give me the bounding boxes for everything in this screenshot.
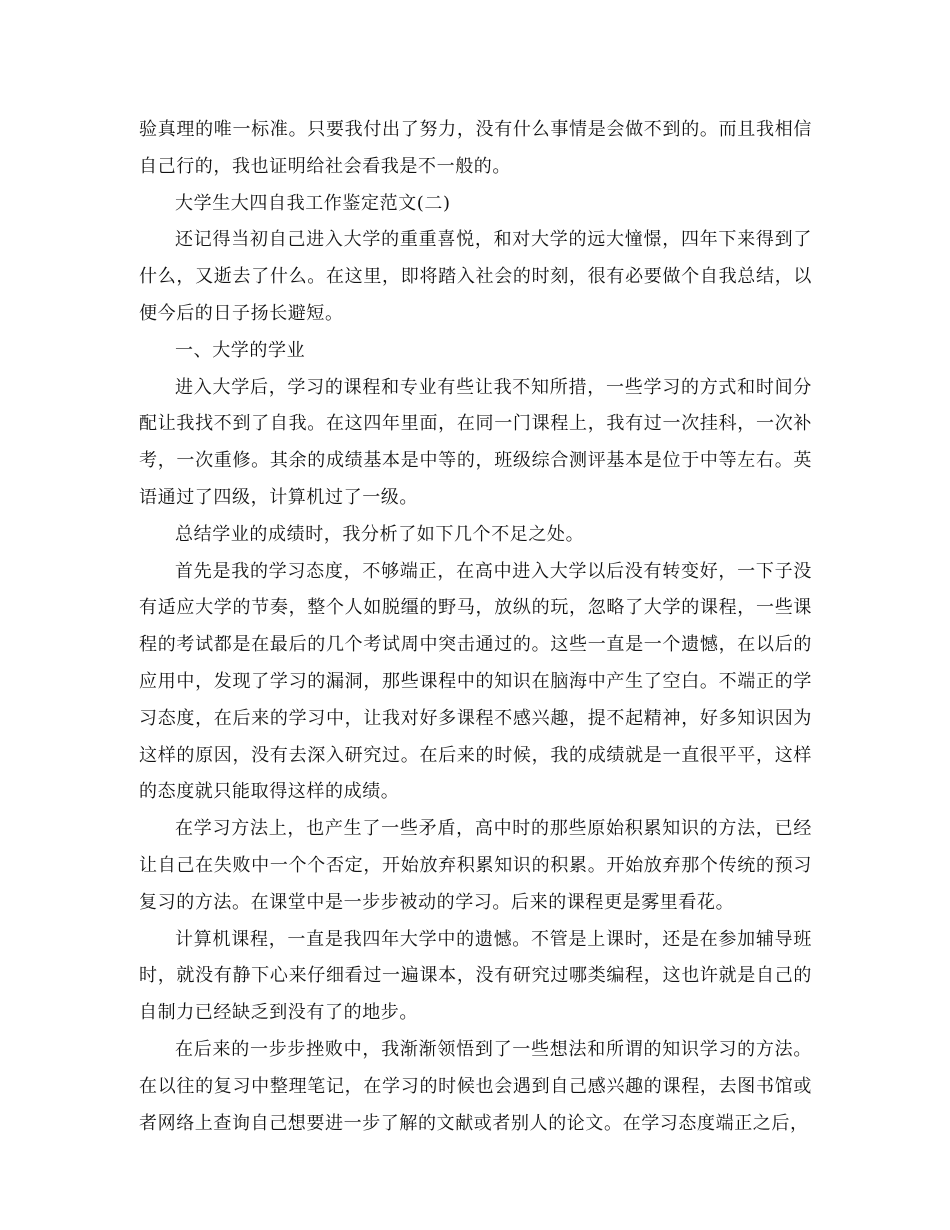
paragraph-shortcomings-intro: 总结学业的成绩时，我分析了如下几个不足之处。 xyxy=(175,523,585,545)
paragraph-intro: 还记得当初自己进入大学的重重喜悦，和对大学的远大憧憬，四年下来得到了什么，又逝去了什么。在这里，即将踏入社会的时刻，很有必要做个自我总结，以便今后的日子扬长避短。 xyxy=(139,229,812,324)
paragraph-improvement: 在后来的一步步挫败中，我渐渐领悟到了一些想法和所谓的知识学习的方法。在以往的复习中整理笔记，在学习的时候也会遇到自己感兴趣的课程，去图书馆或者网络上查询自己想要进一步了解的文献或者别人的论文。在学习态度端正之后， xyxy=(139,1038,812,1134)
paragraph-computer-course: 计算机课程，一直是我四年大学中的遗憾。不管是上课时，还是在参加辅导班时，就没有静下心来仔细看过一遍课本，没有研究过哪类编程，这也许就是自己的自制力已经缺乏到没有了的地步。 xyxy=(139,928,812,1024)
section-title-part-two: 大学生大四自我工作鉴定范文(二) xyxy=(175,192,451,214)
paragraph-academic-record: 进入大学后，学习的课程和专业有些让我不知所措，一些学习的方式和时间分配让我找不到了自我。在这四年里面，在同一门课程上，我有过一次挂科，一次补考，一次重修。其余的成绩基本是中等的，班级综合测评基本是位于中等左右。英语通过了四级，计算机过了一级。 xyxy=(139,376,812,508)
paragraph-continued: 验真理的唯一标准。只要我付出了努力，没有什么事情是会做不到的。而且我相信自己行的，我也证明给社会看我是不一般的。 xyxy=(139,119,812,177)
heading-academics: 一、大学的学业 xyxy=(175,339,306,361)
paragraph-attitude: 首先是我的学习态度，不够端正，在高中进入大学以后没有转变好，一下子没有适应大学的节奏，整个人如脱缰的野马，放纵的玩，忽略了大学的课程，一些课程的考试都是在最后的几个考试周中突击通过的。这些一直是一个遗憾，在以后的应用中，发现了学习的漏洞，那些课程中的知识在脑海中产生了空白。不端正的学习态度，在后来的学习中，让我对好多课程不感兴趣，提不起精神，好多知识因为这样的原因，没有去深入研究过。在后来的时候，我的成绩就是一直很平平，这样的态度就只能取得这样的成绩。 xyxy=(139,560,812,803)
paragraph-method: 在学习方法上，也产生了一些矛盾，高中时的那些原始积累知识的方法，已经让自己在失败中一个个否定，开始放弃积累知识的积累。开始放弃那个传统的预习复习的方法。在课堂中是一步步被动的学习。后来的课程更是雾里看花。 xyxy=(139,818,812,913)
document-body xyxy=(139,112,812,1142)
